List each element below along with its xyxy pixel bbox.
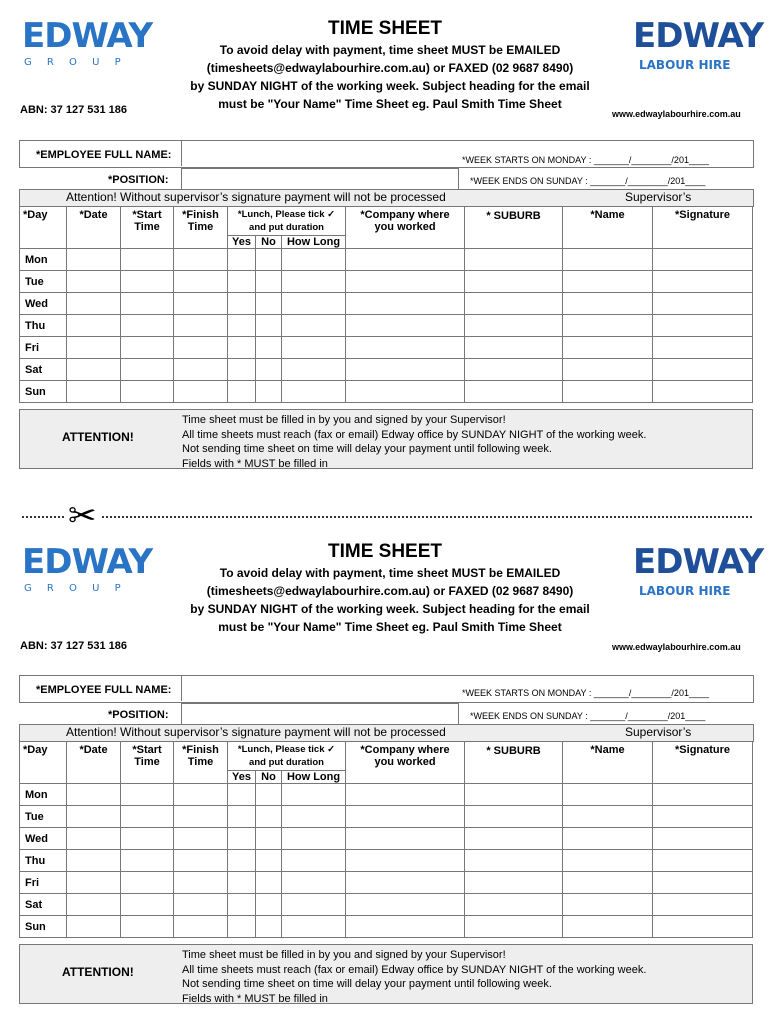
day-name: Mon (20, 784, 67, 806)
lunch-yes-cell[interactable] (228, 828, 256, 850)
supervisor-name-cell[interactable] (563, 249, 653, 271)
finish-cell[interactable] (174, 850, 228, 872)
signature-cell[interactable] (653, 916, 753, 938)
table-row (20, 894, 753, 916)
submission-notice (130, 564, 650, 636)
date-cell[interactable] (67, 359, 121, 381)
finish-cell[interactable] (174, 784, 228, 806)
cut-line (22, 516, 752, 518)
day-name: Wed (20, 293, 67, 315)
col-lunch-how-long: How Long (282, 236, 346, 249)
notice-line: must be "Your Name" Time Sheet eg. Paul Smith Time Sheet (218, 97, 562, 111)
lunch-no-cell[interactable] (256, 293, 282, 315)
date-cell[interactable] (67, 850, 121, 872)
lunch-no-cell[interactable] (256, 249, 282, 271)
table-row (20, 916, 753, 938)
week-starts-field[interactable]: *WEEK STARTS ON MONDAY : _______/________/201____ (462, 155, 709, 165)
lunch-length-cell[interactable] (282, 828, 346, 850)
table-row (20, 784, 753, 806)
lunch-length-cell[interactable] (282, 337, 346, 359)
logo-sub-text: G R O U P (24, 583, 127, 594)
table-row (20, 271, 753, 293)
company-cell[interactable] (346, 828, 465, 850)
company-cell[interactable] (346, 249, 465, 271)
finish-cell[interactable] (174, 872, 228, 894)
scissors-icon: ✂ (64, 496, 101, 536)
start-cell[interactable] (121, 916, 174, 938)
suburb-cell[interactable] (465, 828, 563, 850)
day-name: Sun (20, 916, 67, 938)
table-row (20, 359, 753, 381)
company-cell[interactable] (346, 850, 465, 872)
col-suburb: * SUBURB (465, 207, 563, 249)
signature-cell[interactable] (653, 271, 753, 293)
signature-cell[interactable] (653, 249, 753, 271)
finish-cell[interactable] (174, 806, 228, 828)
start-cell[interactable] (121, 784, 174, 806)
lunch-yes-cell[interactable] (228, 381, 256, 403)
start-cell[interactable] (121, 381, 174, 403)
col-supervisor-name: *Name (563, 207, 653, 249)
supervisor-name-cell[interactable] (563, 806, 653, 828)
col-date: *Date (67, 207, 121, 249)
date-cell[interactable] (67, 249, 121, 271)
lunch-length-cell[interactable] (282, 872, 346, 894)
company-cell[interactable] (346, 337, 465, 359)
start-cell[interactable] (121, 828, 174, 850)
signature-cell[interactable] (653, 828, 753, 850)
finish-cell[interactable] (174, 337, 228, 359)
company-cell[interactable] (346, 872, 465, 894)
logo-main-text: EDWAY (633, 542, 764, 582)
page-title: TIME SHEET (327, 18, 442, 39)
col-lunch-yes: Yes (228, 771, 256, 784)
supervisor-name-cell[interactable] (563, 337, 653, 359)
finish-cell[interactable] (174, 916, 228, 938)
suburb-cell[interactable] (465, 249, 563, 271)
supervisor-header: Supervisor’s (625, 190, 692, 204)
col-suburb: * SUBURB (465, 742, 563, 784)
supervisor-name-cell[interactable] (563, 872, 653, 894)
logo-main-text: EDWAY (22, 16, 153, 56)
start-cell[interactable] (121, 271, 174, 293)
table-row (20, 293, 753, 315)
day-name: Sun (20, 381, 67, 403)
supervisor-name-cell[interactable] (563, 828, 653, 850)
position-field[interactable] (181, 168, 459, 190)
logo-main-text: EDWAY (633, 16, 764, 56)
attention-line: Fields with * MUST be filled in (182, 992, 328, 1005)
table-row (20, 381, 753, 403)
attention-line: Fields with * MUST be filled in (182, 457, 328, 470)
signature-cell[interactable] (653, 894, 753, 916)
time-sheet-top (0, 0, 770, 470)
start-cell[interactable] (121, 249, 174, 271)
lunch-length-cell[interactable] (282, 916, 346, 938)
lunch-length-cell[interactable] (282, 359, 346, 381)
lunch-yes-cell[interactable] (228, 872, 256, 894)
col-finish: *Finish Time (174, 207, 228, 249)
company-cell[interactable] (346, 894, 465, 916)
suburb-cell[interactable] (465, 894, 563, 916)
attention-line: Not sending time sheet on time will delay your payment until following week. (182, 978, 552, 990)
supervisor-name-cell[interactable] (563, 850, 653, 872)
signature-cell[interactable] (653, 850, 753, 872)
suburb-cell[interactable] (465, 916, 563, 938)
day-name: Thu (20, 315, 67, 337)
company-cell[interactable] (346, 381, 465, 403)
hours-table (19, 741, 753, 938)
lunch-length-cell[interactable] (282, 249, 346, 271)
supervisor-name-cell[interactable] (563, 784, 653, 806)
finish-cell[interactable] (174, 381, 228, 403)
signature-cell[interactable] (653, 315, 753, 337)
supervisor-name-cell[interactable] (563, 293, 653, 315)
start-cell[interactable] (121, 293, 174, 315)
day-name: Thu (20, 850, 67, 872)
table-row (20, 315, 753, 337)
supervisor-name-cell[interactable] (563, 359, 653, 381)
notice-line (130, 77, 650, 95)
attention-line: Time sheet must be filled in by you and signed by your Supervisor! (182, 414, 506, 426)
suburb-cell[interactable] (465, 381, 563, 403)
supervisor-warning: Attention! Without supervisor’s signature payment will not be processed (66, 725, 446, 739)
day-name: Mon (20, 249, 67, 271)
finish-cell[interactable] (174, 894, 228, 916)
col-lunch-how-long: How Long (282, 771, 346, 784)
table-row (20, 872, 753, 894)
lunch-yes-cell[interactable] (228, 806, 256, 828)
lunch-yes-cell[interactable] (228, 894, 256, 916)
logo-sub-text: LABOUR HIRE (639, 58, 731, 72)
suburb-cell[interactable] (465, 806, 563, 828)
col-signature: *Signature (653, 742, 753, 784)
employee-name-label: *EMPLOYEE FULL NAME: (36, 684, 172, 696)
lunch-length-cell[interactable] (282, 271, 346, 293)
abn: ABN: 37 127 531 186 (20, 640, 128, 652)
notice-part: by SUNDAY NIGHT of the working week. (190, 602, 419, 616)
lunch-no-cell[interactable] (256, 337, 282, 359)
notice-line (130, 600, 650, 618)
date-cell[interactable] (67, 315, 121, 337)
logo-main-text: EDWAY (22, 542, 153, 582)
signature-cell[interactable] (653, 784, 753, 806)
table-row (20, 850, 753, 872)
notice-line: (timesheets@edwaylabourhire.com.au) or FAXED (02 9687 8490) (206, 61, 574, 75)
start-cell[interactable] (121, 806, 174, 828)
attention-line: Not sending time sheet on time will delay your payment until following week. (182, 443, 552, 455)
logo-sub-text: LABOUR HIRE (639, 584, 731, 598)
attention-line: Time sheet must be filled in by you and signed by your Supervisor! (182, 949, 506, 961)
employee-name-label: *EMPLOYEE FULL NAME: (36, 149, 172, 161)
day-name: Sat (20, 359, 67, 381)
week-ends-field[interactable]: *WEEK ENDS ON SUNDAY : _______/________/201____ (470, 176, 706, 186)
lunch-length-cell[interactable] (282, 894, 346, 916)
supervisor-header: Supervisor’s (625, 725, 692, 739)
employee-name-field[interactable] (181, 140, 458, 166)
company-cell[interactable] (346, 916, 465, 938)
lunch-no-cell[interactable] (256, 806, 282, 828)
company-cell[interactable] (346, 784, 465, 806)
week-starts-field[interactable]: *WEEK STARTS ON MONDAY : _______/________/201____ (462, 688, 709, 698)
notice-part: Subject heading for the email (422, 79, 590, 93)
lunch-yes-cell[interactable] (228, 784, 256, 806)
col-lunch: *Lunch, Please tick ✓ and put duration (228, 207, 346, 236)
position-label: *POSITION: (108, 709, 169, 721)
start-cell[interactable] (121, 359, 174, 381)
time-sheet-bottom (0, 535, 770, 1005)
lunch-yes-cell[interactable] (228, 850, 256, 872)
page-title: TIME SHEET (327, 541, 442, 562)
company-cell[interactable] (346, 315, 465, 337)
lunch-no-cell[interactable] (256, 271, 282, 293)
date-cell[interactable] (67, 271, 121, 293)
lunch-no-cell[interactable] (256, 872, 282, 894)
col-day: *Day (20, 207, 67, 249)
col-date: *Date (67, 742, 121, 784)
col-start: *Start Time (121, 742, 174, 784)
lunch-length-cell[interactable] (282, 293, 346, 315)
attention-label: ATTENTION! (62, 430, 134, 444)
day-name: Sat (20, 894, 67, 916)
lunch-yes-cell[interactable] (228, 916, 256, 938)
day-name: Fri (20, 337, 67, 359)
supervisor-name-cell[interactable] (563, 894, 653, 916)
col-company: *Company where you worked (346, 742, 465, 784)
company-cell[interactable] (346, 293, 465, 315)
table-row (20, 249, 753, 271)
start-cell[interactable] (121, 315, 174, 337)
signature-cell[interactable] (653, 359, 753, 381)
col-lunch-no: No (256, 236, 282, 249)
date-cell[interactable] (67, 894, 121, 916)
lunch-yes-cell[interactable] (228, 315, 256, 337)
start-cell[interactable] (121, 894, 174, 916)
position-field[interactable] (181, 703, 459, 725)
suburb-cell[interactable] (465, 359, 563, 381)
company-cell[interactable] (346, 806, 465, 828)
date-cell[interactable] (67, 916, 121, 938)
lunch-length-cell[interactable] (282, 850, 346, 872)
table-row (20, 337, 753, 359)
submission-notice (130, 41, 650, 113)
table-row (20, 806, 753, 828)
notice-part: Subject heading for the email (422, 602, 590, 616)
notice-line: To avoid delay with payment, time sheet MUST be EMAILED (219, 43, 561, 57)
attention-line: All time sheets must reach (fax or email) Edway office by SUNDAY NIGHT of the working week. (182, 428, 647, 441)
date-cell[interactable] (67, 828, 121, 850)
attention-footer (19, 409, 753, 469)
table-row (20, 828, 753, 850)
notice-line: (timesheets@edwaylabourhire.com.au) or FAXED (02 9687 8490) (206, 584, 574, 598)
week-ends-field[interactable]: *WEEK ENDS ON SUNDAY : _______/________/201____ (470, 711, 706, 721)
hours-table (19, 206, 753, 403)
suburb-cell[interactable] (465, 315, 563, 337)
signature-cell[interactable] (653, 293, 753, 315)
finish-cell[interactable] (174, 828, 228, 850)
attention-lines (182, 948, 646, 1006)
employee-name-field[interactable] (181, 675, 458, 701)
company-cell[interactable] (346, 271, 465, 293)
day-name: Wed (20, 828, 67, 850)
suburb-cell[interactable] (465, 271, 563, 293)
lunch-yes-cell[interactable] (228, 271, 256, 293)
finish-cell[interactable] (174, 249, 228, 271)
col-lunch: *Lunch, Please tick ✓ and put duration (228, 742, 346, 771)
lunch-yes-cell[interactable] (228, 293, 256, 315)
finish-cell[interactable] (174, 293, 228, 315)
attention-lines (182, 413, 646, 471)
website: www.edwaylabourhire.com.au (612, 642, 741, 652)
notice-line: must be "Your Name" Time Sheet eg. Paul Smith Time Sheet (218, 620, 562, 634)
lunch-no-cell[interactable] (256, 850, 282, 872)
finish-cell[interactable] (174, 359, 228, 381)
lunch-no-cell[interactable] (256, 784, 282, 806)
notice-part: by SUNDAY NIGHT of the working week. (190, 79, 419, 93)
col-start: *Start Time (121, 207, 174, 249)
start-cell[interactable] (121, 850, 174, 872)
position-label: *POSITION: (108, 174, 169, 186)
supervisor-name-cell[interactable] (563, 315, 653, 337)
lunch-no-cell[interactable] (256, 359, 282, 381)
lunch-no-cell[interactable] (256, 894, 282, 916)
lunch-no-cell[interactable] (256, 381, 282, 403)
signature-cell[interactable] (653, 872, 753, 894)
start-cell[interactable] (121, 872, 174, 894)
lunch-no-cell[interactable] (256, 828, 282, 850)
lunch-length-cell[interactable] (282, 784, 346, 806)
lunch-yes-cell[interactable] (228, 249, 256, 271)
col-lunch-no: No (256, 771, 282, 784)
signature-cell[interactable] (653, 381, 753, 403)
lunch-length-cell[interactable] (282, 806, 346, 828)
day-name: Tue (20, 271, 67, 293)
col-finish: *Finish Time (174, 742, 228, 784)
notice-line: To avoid delay with payment, time sheet MUST be EMAILED (219, 566, 561, 580)
supervisor-name-cell[interactable] (563, 916, 653, 938)
lunch-no-cell[interactable] (256, 916, 282, 938)
signature-cell[interactable] (653, 806, 753, 828)
attention-line: All time sheets must reach (fax or email) Edway office by SUNDAY NIGHT of the working week. (182, 963, 647, 976)
lunch-length-cell[interactable] (282, 315, 346, 337)
lunch-no-cell[interactable] (256, 315, 282, 337)
col-supervisor-name: *Name (563, 742, 653, 784)
day-name: Fri (20, 872, 67, 894)
col-company: *Company where you worked (346, 207, 465, 249)
suburb-cell[interactable] (465, 784, 563, 806)
abn: ABN: 37 127 531 186 (20, 104, 128, 116)
lunch-length-cell[interactable] (282, 381, 346, 403)
date-cell[interactable] (67, 806, 121, 828)
date-cell[interactable] (67, 381, 121, 403)
attention-label: ATTENTION! (62, 965, 134, 979)
col-lunch-yes: Yes (228, 236, 256, 249)
suburb-cell[interactable] (465, 872, 563, 894)
day-name: Tue (20, 806, 67, 828)
supervisor-name-cell[interactable] (563, 381, 653, 403)
company-cell[interactable] (346, 359, 465, 381)
lunch-yes-cell[interactable] (228, 359, 256, 381)
finish-cell[interactable] (174, 315, 228, 337)
lunch-yes-cell[interactable] (228, 337, 256, 359)
suburb-cell[interactable] (465, 337, 563, 359)
attention-footer (19, 944, 753, 1004)
signature-cell[interactable] (653, 337, 753, 359)
col-day: *Day (20, 742, 67, 784)
supervisor-name-cell[interactable] (563, 271, 653, 293)
date-cell[interactable] (67, 337, 121, 359)
date-cell[interactable] (67, 293, 121, 315)
date-cell[interactable] (67, 784, 121, 806)
col-signature: *Signature (653, 207, 753, 249)
start-cell[interactable] (121, 337, 174, 359)
date-cell[interactable] (67, 872, 121, 894)
website: www.edwaylabourhire.com.au (612, 109, 741, 119)
suburb-cell[interactable] (465, 293, 563, 315)
finish-cell[interactable] (174, 271, 228, 293)
suburb-cell[interactable] (465, 850, 563, 872)
logo-sub-text: G R O U P (24, 57, 127, 68)
supervisor-warning: Attention! Without supervisor’s signature payment will not be processed (66, 190, 446, 204)
